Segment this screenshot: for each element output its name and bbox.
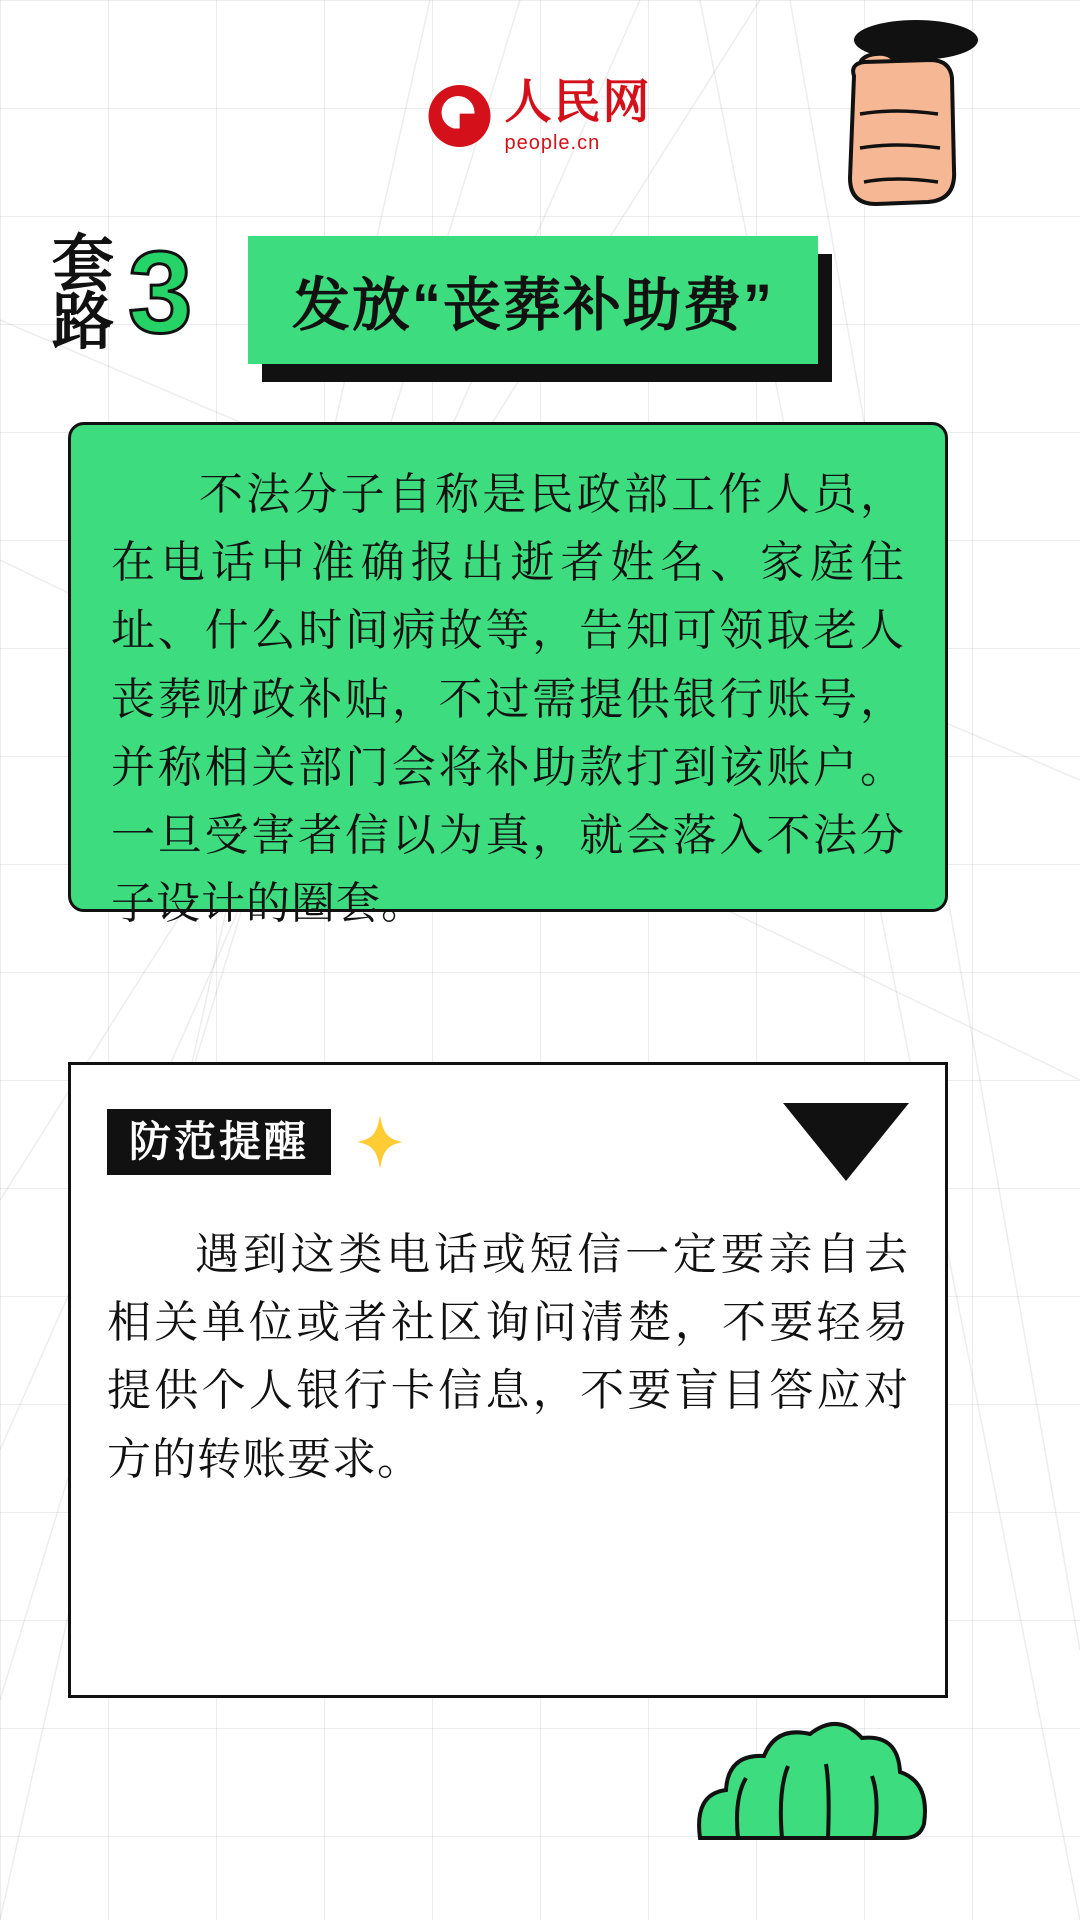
sparkle-icon bbox=[357, 1115, 403, 1169]
route-label-line2: 路 bbox=[52, 288, 115, 358]
section-title: 发放“丧葬补助费” bbox=[291, 273, 774, 338]
bush-icon bbox=[690, 1700, 940, 1840]
logo-text bbox=[504, 75, 652, 154]
logo-name-cn: 人民网 bbox=[504, 75, 652, 128]
logo-name-en: people.cn bbox=[504, 132, 601, 154]
envelope-icon bbox=[783, 1103, 909, 1181]
prevention-tip-header bbox=[107, 1103, 909, 1181]
status-badge: 防范提醒 bbox=[107, 1109, 331, 1175]
prevention-tip-text: 遇到这类电话或短信一定要亲自去相关单位或者社区询问清楚，不要轻易提供个人银行卡信息，不要盲目答应对方的转账要求。 bbox=[107, 1230, 909, 1484]
site-logo bbox=[429, 75, 652, 154]
scam-description-text: 不法分子自称是民政部工作人员，在电话中准确报出逝者姓名、家庭住址、什么时间病故等，告知可领取老人丧葬财政补贴，不过需提供银行账号，并称相关部门会将补助款打到该账户。一旦受害者信以为真，就会落入不法分子设计的圈套。 bbox=[111, 470, 905, 929]
pointing-hand-icon bbox=[820, 18, 990, 233]
route-number: 3 bbox=[128, 227, 193, 358]
route-label-line1: 套 bbox=[52, 230, 115, 299]
people-cn-logo-icon bbox=[429, 85, 491, 147]
section-title-plate bbox=[248, 236, 818, 364]
route-label bbox=[52, 227, 193, 358]
prevention-tip-card bbox=[68, 1062, 948, 1698]
scam-description-card bbox=[68, 422, 948, 929]
headline-row bbox=[52, 227, 1032, 396]
